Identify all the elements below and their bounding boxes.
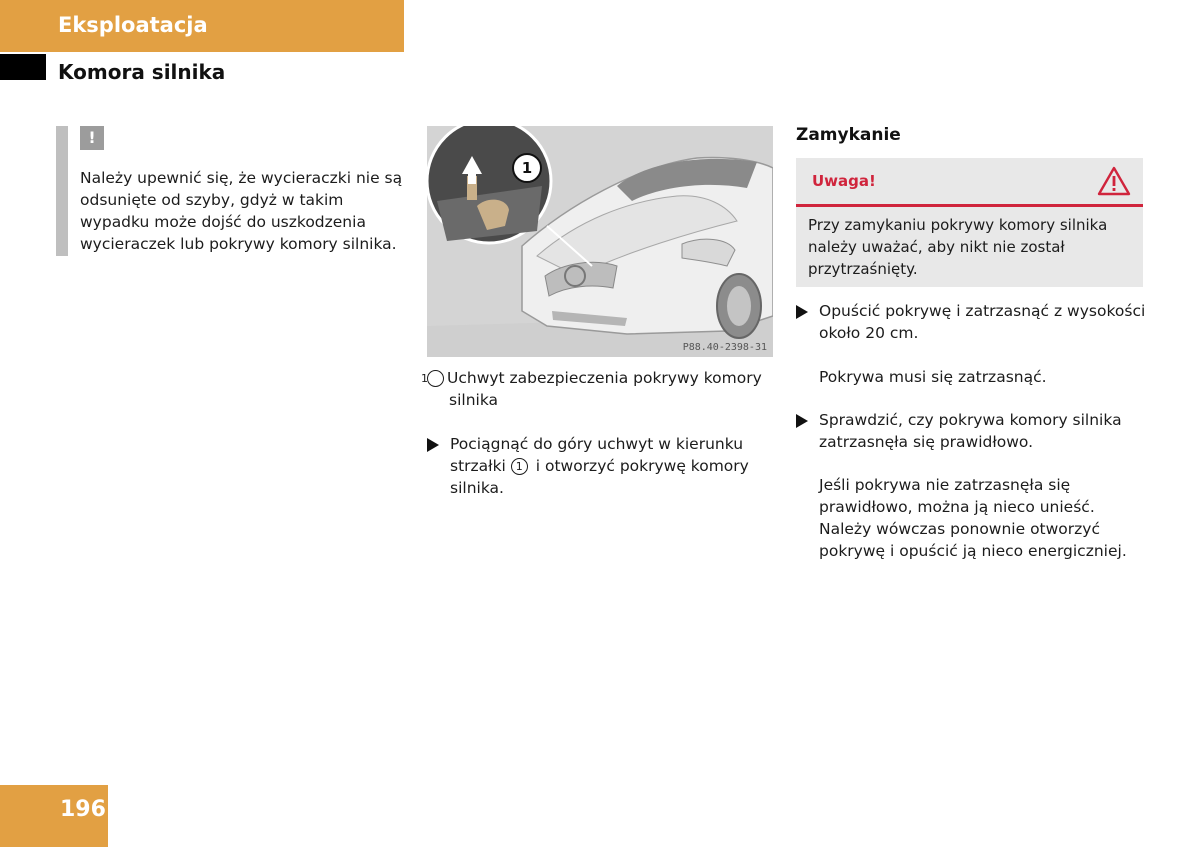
legend-number: 1 xyxy=(427,370,444,387)
legend-text: Uchwyt zabezpieczenia pokrywy komory silnika xyxy=(447,369,762,409)
step-lower-hood xyxy=(796,300,1148,344)
exclamation-icon: ! xyxy=(80,126,104,150)
step-ref-number: 1 xyxy=(511,458,528,475)
step-text: Pociągnąć do góry uchwyt w kierunku strzałki xyxy=(450,435,744,475)
closing-heading: Zamykanie xyxy=(796,125,901,145)
step-arrow-icon xyxy=(796,305,808,319)
step-note: Jeśli pokrywa nie zatrzasnęła się prawidłowo, można ją nieco unieść. Należy wówczas ponownie otworzyć pokrywę i opuścić ją nieco energiczniej. xyxy=(819,476,1127,560)
step-arrow-icon xyxy=(796,414,808,428)
warning-text: Przy zamykaniu pokrywy komory silnika należy uważać, aby nikt nie został przytrzaśnięty. xyxy=(808,216,1108,278)
note-text: Należy upewnić się, że wycieraczki nie są odsunięte od szyby, gdyż w takim wypadku może dojść do uszkodzenia wycieraczek lub pokrywy komory silnika. xyxy=(80,169,403,253)
warning-label: Uwaga! xyxy=(812,172,876,190)
step-pull-handle xyxy=(427,433,767,499)
legend-item xyxy=(421,367,767,411)
step-text-end: i otworzyć pokrywę komory silnika. xyxy=(450,457,749,497)
step-check-hood xyxy=(796,409,1148,453)
car-illustration xyxy=(427,126,773,357)
warning-triangle-icon xyxy=(1097,166,1131,196)
note-sidebar-bar xyxy=(56,126,68,256)
figure-callout-number: 1 xyxy=(521,159,533,177)
step-note: Pokrywa musi się zatrzasnąć. xyxy=(819,368,1047,386)
car-hood-figure xyxy=(427,126,773,357)
step-text: Opuścić pokrywę i zatrzasnąć z wysokości około 20 cm. xyxy=(819,302,1146,342)
warning-box xyxy=(796,158,1143,287)
page-title: Komora silnika xyxy=(58,60,226,84)
page-number: 196 xyxy=(0,785,108,847)
section-tab: Eksploatacja xyxy=(0,0,404,52)
warning-header xyxy=(796,158,1143,207)
figure-code: P88.40-2398-31 xyxy=(682,342,767,353)
step-arrow-icon xyxy=(427,438,439,452)
step-text: Sprawdzić, czy pokrywa komory silnika zatrzasnęła się prawidłowo. xyxy=(819,411,1122,451)
header-marker xyxy=(0,54,46,80)
